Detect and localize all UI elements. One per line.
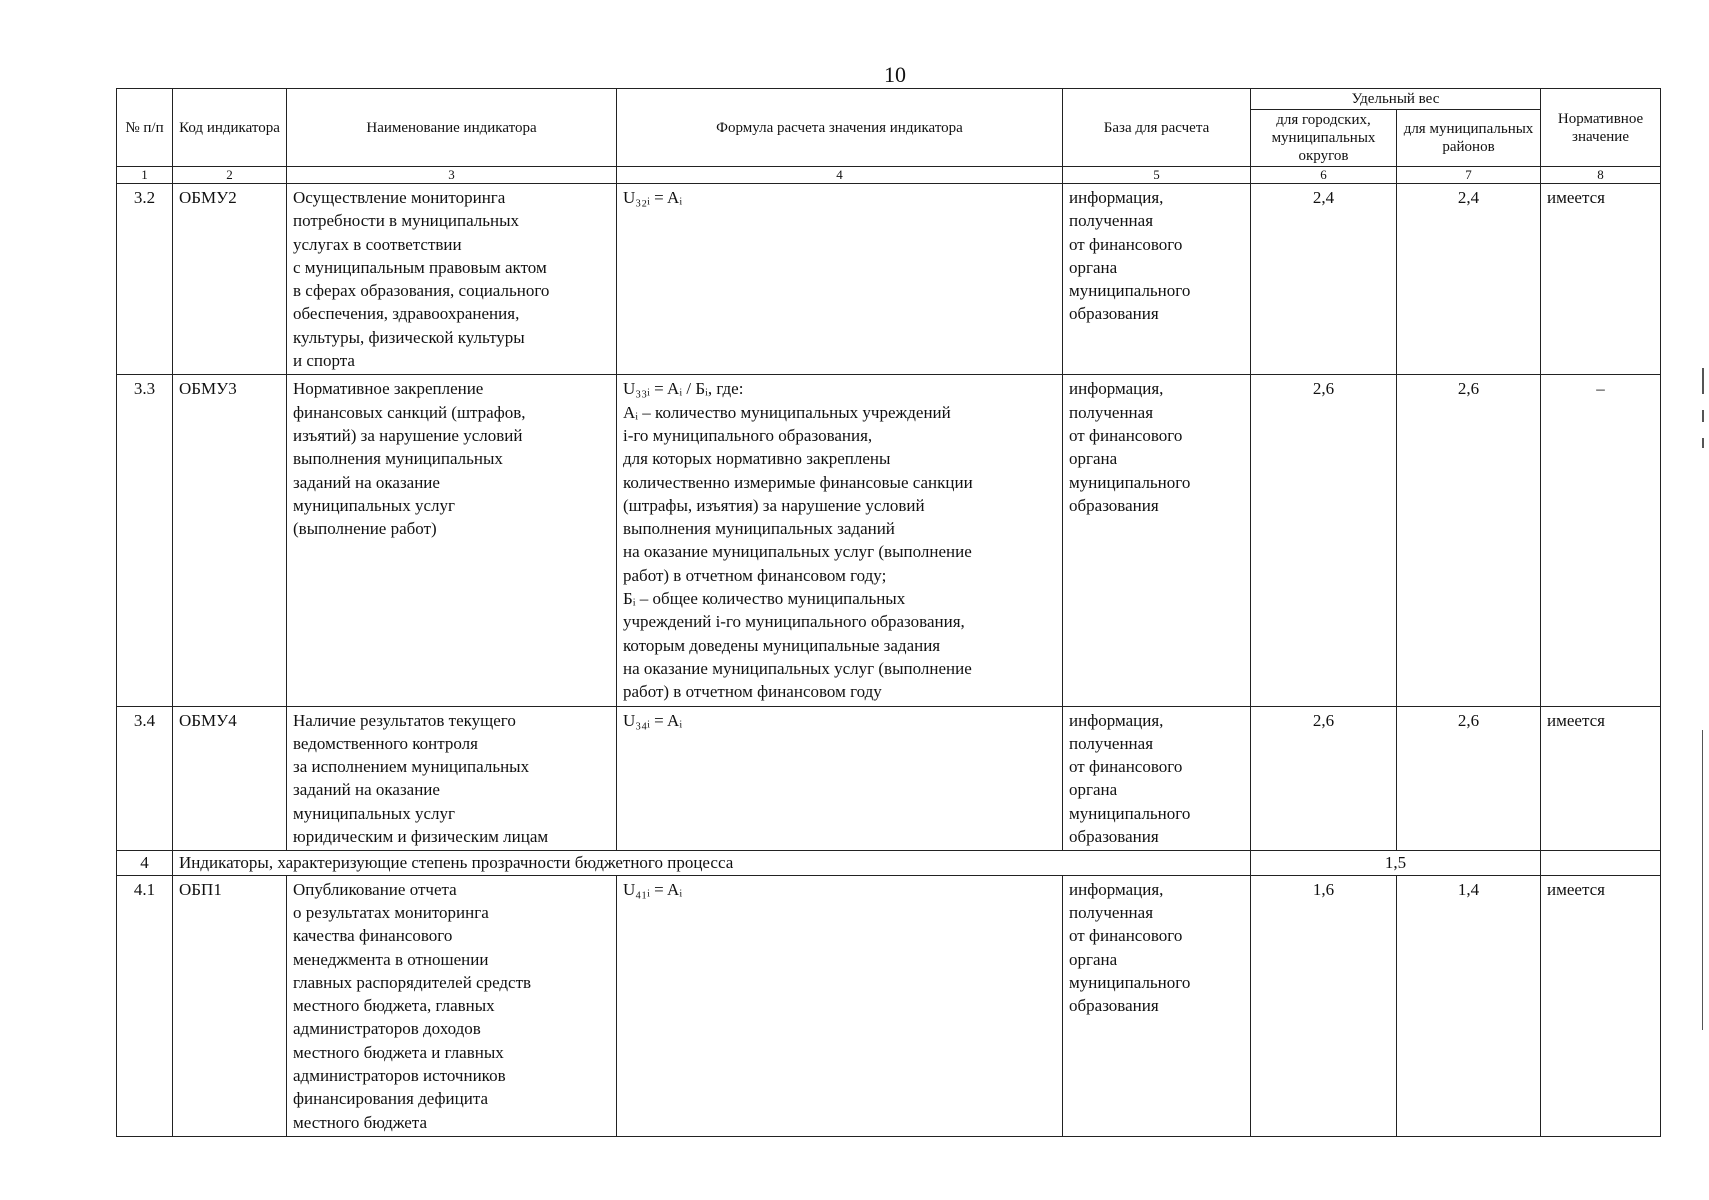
row-base — [1063, 875, 1251, 1136]
section-norm-empty — [1541, 851, 1661, 875]
text-line: органа — [1069, 449, 1118, 469]
text-line: полученная — [1069, 733, 1154, 753]
row-code: ОБМУ3 — [173, 375, 287, 706]
text-line: местного бюджета — [293, 1112, 427, 1132]
text-line: полученная — [1069, 902, 1154, 922]
text-line: Наличие результатов текущего — [293, 710, 516, 730]
text-line: от финансового — [1069, 234, 1183, 254]
text-line: учреждений i-го муниципального образования, — [623, 612, 965, 632]
text-line: работ) в отчетном финансовом году — [623, 682, 882, 702]
row-weight-urban: 2,6 — [1251, 706, 1397, 851]
text-line: на оказание муниципальных услуг (выполнение — [623, 542, 972, 562]
column-number: 4 — [617, 167, 1063, 184]
row-weight-urban: 2,6 — [1251, 375, 1397, 706]
text-line: и спорта — [293, 351, 355, 371]
column-number: 3 — [287, 167, 617, 184]
text-line: образования — [1069, 827, 1159, 847]
text-line: изъятий) за нарушение условий — [293, 425, 523, 445]
column-number: 7 — [1397, 167, 1541, 184]
table-row — [117, 875, 1661, 1136]
row-base — [1063, 706, 1251, 851]
header-num: № п/п — [117, 89, 173, 167]
text-line: информация, — [1069, 879, 1164, 899]
text-line: (выполнение работ) — [293, 519, 437, 539]
text-line: с муниципальным правовым актом — [293, 257, 547, 277]
row-code: ОБМУ4 — [173, 706, 287, 851]
text-line: о результатах мониторинга — [293, 902, 489, 922]
text-line: органа — [1069, 257, 1118, 277]
text-line: муниципального — [1069, 281, 1191, 301]
row-code: ОБМУ2 — [173, 184, 287, 375]
header-weight-urban: для городских, муниципальных округов — [1251, 110, 1397, 167]
text-line: культуры, физической культуры — [293, 327, 525, 347]
text-line: образования — [1069, 996, 1159, 1016]
row-weight-urban: 1,6 — [1251, 875, 1397, 1136]
text-line: информация, — [1069, 188, 1164, 207]
header-row — [117, 89, 1661, 110]
row-base — [1063, 184, 1251, 375]
row-formula — [617, 706, 1063, 851]
row-name — [287, 184, 617, 375]
row-formula — [617, 375, 1063, 706]
text-line: в сферах образования, социального — [293, 281, 550, 301]
row-name — [287, 875, 617, 1136]
text-line: муниципального — [1069, 972, 1191, 992]
row-weight-districts: 2,4 — [1397, 184, 1541, 375]
row-code: ОБП1 — [173, 875, 287, 1136]
header-name: Наименование индикатора — [287, 89, 617, 167]
text-line: количественно измеримые финансовые санкции — [623, 472, 973, 492]
row-weight-districts: 2,6 — [1397, 375, 1541, 706]
row-num: 3.3 — [117, 375, 173, 706]
row-norm: – — [1541, 375, 1661, 706]
text-line: органа — [1069, 949, 1118, 969]
text-line: U₃₄ᵢ = Aᵢ — [623, 710, 683, 730]
text-line: выполнения муниципальных — [293, 449, 503, 469]
header-base: База для расчета — [1063, 89, 1251, 167]
text-line: которым доведены муниципальные задания — [623, 635, 941, 655]
text-line: Нормативное закрепление — [293, 379, 484, 399]
row-weight-districts: 2,6 — [1397, 706, 1541, 851]
text-line: образования — [1069, 304, 1159, 324]
text-line: заданий на оказание — [293, 780, 440, 800]
text-line: выполнения муниципальных заданий — [623, 519, 895, 539]
header-weight-districts: для муниципальных районов — [1397, 110, 1541, 167]
text-line: финансовых санкций (штрафов, — [293, 402, 526, 422]
row-base — [1063, 375, 1251, 706]
text-line: муниципальных услуг — [293, 803, 455, 823]
text-line: потребности в муниципальных — [293, 211, 520, 231]
text-line: местного бюджета, главных — [293, 996, 495, 1016]
text-line: за исполнением муниципальных — [293, 757, 530, 777]
table-row — [117, 375, 1661, 706]
row-num: 4.1 — [117, 875, 173, 1136]
row-num: 3.4 — [117, 706, 173, 851]
row-norm: имеется — [1541, 875, 1661, 1136]
header-norm: Нормативное значение — [1541, 89, 1661, 167]
scan-artifact — [1702, 368, 1704, 394]
text-line: качества финансового — [293, 926, 453, 946]
text-line: для которых нормативно закреплены — [623, 449, 891, 469]
column-number: 2 — [173, 167, 287, 184]
header-weight-group: Удельный вес — [1251, 89, 1541, 110]
text-line: Опубликование отчета — [293, 879, 457, 899]
text-line: юридическим и физическим лицам — [293, 827, 549, 847]
text-line: i-го муниципального образования, — [623, 425, 873, 445]
scan-artifact — [1702, 438, 1704, 448]
text-line: местного бюджета и главных — [293, 1042, 504, 1062]
header-code: Код индикатора — [173, 89, 287, 167]
row-weight-urban: 2,4 — [1251, 184, 1397, 375]
header-formula: Формула расчета значения индикатора — [617, 89, 1063, 167]
text-line: администраторов доходов — [293, 1019, 481, 1039]
indicators-table — [116, 88, 1661, 1137]
section-title: Индикаторы, характеризующие степень прозрачности бюджетного процесса — [173, 851, 1251, 875]
row-formula — [617, 875, 1063, 1136]
column-number: 6 — [1251, 167, 1397, 184]
text-line: обеспечения, здравоохранения, — [293, 304, 520, 324]
section-num: 4 — [117, 851, 173, 875]
section-weight: 1,5 — [1251, 851, 1541, 875]
text-line: муниципального — [1069, 803, 1191, 823]
text-line: финансирования дефицита — [293, 1089, 489, 1109]
table-row — [117, 184, 1661, 375]
column-number: 1 — [117, 167, 173, 184]
text-line: муниципальных услуг — [293, 495, 455, 515]
page-number: 10 — [884, 62, 906, 87]
section-row — [117, 851, 1661, 875]
text-line: информация, — [1069, 379, 1164, 399]
text-line: ведомственного контроля — [293, 733, 478, 753]
row-norm: имеется — [1541, 706, 1661, 851]
text-line: услугах в соответствии — [293, 234, 462, 254]
text-line: U₃₃ᵢ = Aᵢ / Бᵢ, где: — [623, 379, 744, 399]
row-num: 3.2 — [117, 184, 173, 375]
text-line: органа — [1069, 780, 1118, 800]
text-line: главных распорядителей средств — [293, 972, 532, 992]
row-norm: имеется — [1541, 184, 1661, 375]
text-line: образования — [1069, 495, 1159, 515]
column-number: 5 — [1063, 167, 1251, 184]
text-line: от финансового — [1069, 425, 1183, 445]
table-row — [117, 706, 1661, 851]
text-line: менеджмента в отношении — [293, 949, 489, 969]
text-line: от финансового — [1069, 757, 1183, 777]
text-line: U₃₂ᵢ = Aᵢ — [623, 188, 683, 207]
text-line: U₄₁ᵢ = Aᵢ — [623, 879, 683, 899]
text-line: администраторов источников — [293, 1065, 506, 1085]
text-line: заданий на оказание — [293, 472, 440, 492]
row-formula — [617, 184, 1063, 375]
text-line: работ) в отчетном финансовом году; — [623, 565, 887, 585]
text-line: полученная — [1069, 211, 1154, 231]
column-number: 8 — [1541, 167, 1661, 184]
text-line: на оказание муниципальных услуг (выполнение — [623, 658, 972, 678]
scan-artifact — [1702, 410, 1704, 422]
text-line: от финансового — [1069, 926, 1183, 946]
row-weight-districts: 1,4 — [1397, 875, 1541, 1136]
text-line: Осуществление мониторинга — [293, 188, 506, 207]
text-line: информация, — [1069, 710, 1164, 730]
text-line: муниципального — [1069, 472, 1191, 492]
text-line: полученная — [1069, 402, 1154, 422]
column-numbers-row — [117, 167, 1661, 184]
text-line: Aᵢ – количество муниципальных учреждений — [623, 402, 951, 422]
row-name — [287, 706, 617, 851]
row-name — [287, 375, 617, 706]
text-line: Бᵢ – общее количество муниципальных — [623, 589, 906, 609]
text-line: (штрафы, изъятия) за нарушение условий — [623, 495, 925, 515]
scan-artifact — [1702, 730, 1703, 1030]
